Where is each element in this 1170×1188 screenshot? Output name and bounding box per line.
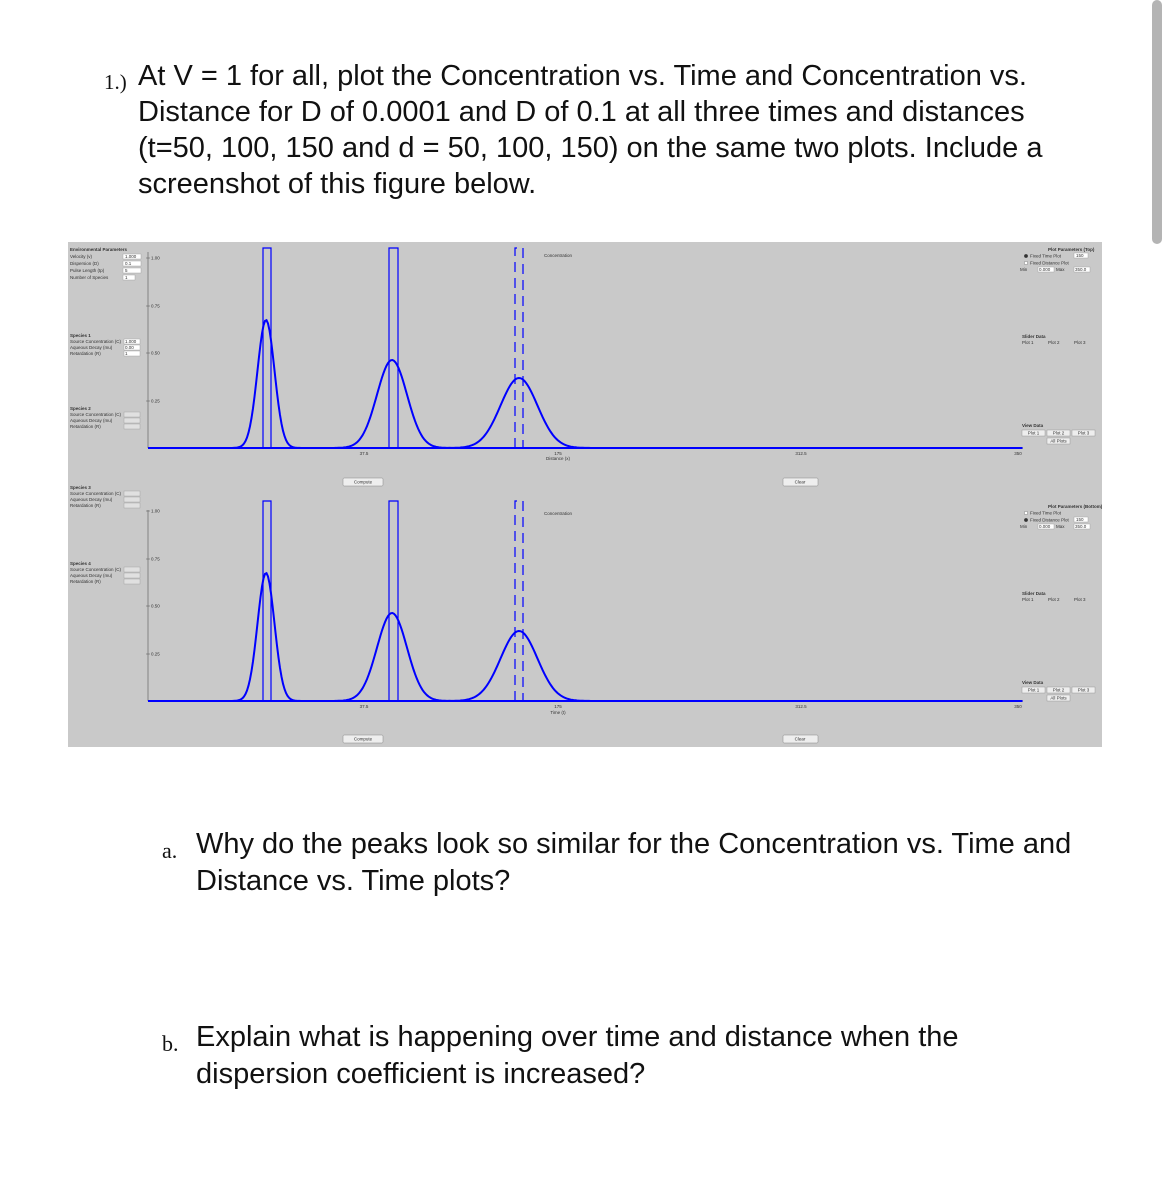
right-bottom-view-plot1-label: Plot 1	[1027, 687, 1040, 693]
right-top-fixed-time-radio[interactable]	[1024, 254, 1028, 258]
species-4-input[interactable]	[124, 567, 140, 572]
simulation-figure	[68, 242, 1102, 747]
sub-b-text: Explain what is happening over time and distance when the dispersion coefficient is increased?	[196, 1021, 959, 1090]
species-title-2: Species 2	[70, 406, 91, 411]
top-plot-title: Concentration	[543, 253, 573, 258]
right-bottom-slider-plot3[interactable]: Plot 3	[1074, 597, 1086, 602]
top-plot-ytick-label: 0.25	[151, 398, 160, 404]
top-plot-curve-1	[148, 320, 1023, 448]
page-scrollbar[interactable]	[1152, 0, 1162, 244]
species-3-label: Retardation (R)	[70, 503, 101, 508]
sub-question-a	[162, 826, 1096, 900]
top-plot-xtick-label: 312.5	[795, 451, 807, 456]
right-top-all-plots-label: All Plots	[1050, 438, 1067, 444]
species-1-label: Source Concentration (C)	[70, 339, 122, 344]
bottom-plot-pulse-2	[389, 501, 398, 701]
velocity-value: 1.000	[125, 254, 137, 259]
right-bottom-all-plots-label: All Plots	[1050, 695, 1067, 701]
bottom-plot-clear-label: Clear	[794, 736, 806, 742]
top-plot-pulse-2	[389, 248, 398, 448]
right-bottom-view-plot3-label: Plot 3	[1077, 687, 1090, 693]
top-plot-ytick-label: 0.50	[151, 350, 160, 356]
species-1-label: Retardation (R)	[70, 351, 101, 356]
right-top-min-label: Min	[1020, 267, 1028, 272]
top-plot	[146, 248, 1023, 486]
bottom-plot-pulse-3	[515, 501, 523, 701]
env-label-dispersion: Dispersion (D)	[70, 261, 99, 266]
right-bottom-fixed-value: 150	[1076, 517, 1084, 522]
species-4-label: Source Concentration (C)	[70, 567, 122, 572]
species-2-label: Source Concentration (C)	[70, 412, 122, 417]
species-2-label: Retardation (R)	[70, 424, 101, 429]
right-bottom-min-value: 0.000	[1039, 524, 1051, 529]
sub-a-text: Why do the peaks look so similar for the Concentration vs. Time and Distance vs. Time plots?	[196, 828, 1072, 897]
right-panel-bottom	[1020, 504, 1102, 701]
species-4-label: Retardation (R)	[70, 579, 101, 584]
env-title: Environmental Parameters	[70, 247, 128, 252]
top-plot-xtick-label: 37.5	[359, 451, 369, 456]
bottom-plot-xtick-label: 37.5	[359, 704, 369, 709]
dispersion-value: 0.1	[125, 261, 132, 266]
right-bottom-slider-plot2[interactable]: Plot 2	[1048, 597, 1060, 602]
question-text: At V = 1 for all, plot the Concentration vs. Time and Concentration vs. Distance for D of 0.0001 and D of 0.1 at all three times and distances (t=50, 100, 150 and d = 50, 100, 150) on the same two plots. Include a screenshot of this figure below.	[138, 60, 1043, 200]
env-rows	[70, 254, 141, 280]
species-2-label: Aqueous Decay (mu)	[70, 418, 113, 423]
species-3-input[interactable]	[124, 497, 140, 502]
right-top-slider-plot3[interactable]: Plot 3	[1074, 340, 1086, 345]
bottom-plot-ytick-label: 0.25	[151, 651, 160, 657]
right-bottom-max-label: Max	[1056, 524, 1065, 529]
species-4-input[interactable]	[124, 579, 140, 584]
bottom-plot-curve-1	[148, 573, 1023, 701]
right-bottom-fixed-distance-label: Fixed Distance Plot	[1030, 517, 1069, 523]
bottom-plot-xtick-label: 175	[554, 704, 562, 709]
species-count-value: 1	[125, 275, 128, 280]
right-top-fixed-time-label: Fixed Time Plot	[1030, 253, 1062, 259]
species-title-4: Species 4	[70, 561, 91, 566]
right-top-slider-title: Slider Data	[1022, 334, 1046, 339]
top-plot-pulse-3	[515, 248, 523, 448]
top-plot-xlabel: Distance (x)	[545, 456, 571, 461]
top-plot-compute-label: Compute	[353, 479, 373, 485]
bottom-plot-title: Concentration	[543, 511, 573, 516]
bottom-plot-ytick-label: 1.00	[151, 508, 160, 514]
species-3-label: Source Concentration (C)	[70, 491, 122, 496]
species-title-3: Species 3	[70, 485, 91, 490]
bottom-plot-ytick-label: 0.50	[151, 603, 160, 609]
right-top-view-plot1-label: Plot 1	[1027, 430, 1040, 436]
right-bottom-view-plot2-label: Plot 2	[1052, 687, 1065, 693]
right-bottom-fixed-time-label: Fixed Time Plot	[1030, 510, 1062, 516]
species-1-value: 1.000	[125, 339, 137, 344]
right-top-view-title: View Data	[1022, 423, 1044, 428]
bottom-plot-xlabel: Time (t)	[550, 710, 566, 715]
species-4-input[interactable]	[124, 573, 140, 578]
top-plot-ytick-label: 0.75	[151, 303, 160, 309]
right-bottom-slider-plot1[interactable]: Plot 1	[1022, 597, 1034, 602]
right-top-max-value: 350.0	[1075, 267, 1087, 272]
top-plot-clear-label: Clear	[794, 479, 806, 485]
right-top-fixed-distance-radio[interactable]	[1024, 261, 1028, 265]
bottom-plot-xtick-label: 312.5	[795, 704, 807, 709]
sub-a-label: a.	[162, 838, 178, 863]
env-label-species-count: Number of Species	[70, 275, 109, 280]
bottom-plot-xtick-label: 350	[1014, 704, 1022, 709]
top-plot-pulse-1	[263, 248, 271, 448]
right-top-view-plot3-label: Plot 3	[1077, 430, 1090, 436]
bottom-plot-compute-label: Compute	[353, 736, 373, 742]
right-bottom-max-value: 350.0	[1075, 524, 1087, 529]
env-label-velocity: Velocity (v)	[70, 254, 93, 259]
right-bottom-view-title: View Data	[1022, 680, 1044, 685]
top-plot-xtick-label: 175	[554, 451, 562, 456]
right-bottom-fixed-time-radio[interactable]	[1024, 511, 1028, 515]
right-bottom-slider-title: Slider Data	[1022, 591, 1046, 596]
species-1-value: 1	[125, 351, 128, 356]
species-2-input[interactable]	[124, 418, 140, 423]
right-top-fixed-value: 150	[1076, 253, 1084, 258]
species-panels	[70, 333, 140, 584]
species-1-value: 0.00	[125, 345, 134, 350]
question-number: 1.)	[104, 70, 127, 94]
species-4-label: Aqueous Decay (mu)	[70, 573, 113, 578]
pulse-value: 5	[125, 268, 128, 273]
sub-b-label: b.	[162, 1031, 179, 1056]
right-bottom-params-title: Plot Parameters (Bottom)	[1048, 504, 1102, 509]
species-2-input[interactable]	[124, 412, 140, 417]
right-top-view-plot2-label: Plot 2	[1052, 430, 1065, 436]
right-panel-top	[1020, 247, 1095, 444]
right-top-slider-plot1[interactable]: Plot 1	[1022, 340, 1034, 345]
env-label-pulse: Pulse Length (tp)	[70, 268, 105, 273]
top-plot-xtick-label: 350	[1014, 451, 1022, 456]
bottom-plot-ytick-label: 0.75	[151, 556, 160, 562]
right-top-max-label: Max	[1056, 267, 1065, 272]
species-3-input[interactable]	[124, 503, 140, 508]
bottom-plot	[146, 501, 1023, 743]
right-bottom-fixed-distance-radio[interactable]	[1024, 518, 1028, 522]
question-1	[104, 58, 1104, 202]
right-top-fixed-distance-label: Fixed Distance Plot	[1030, 260, 1069, 266]
species-3-label: Aqueous Decay (mu)	[70, 497, 113, 502]
right-top-params-title: Plot Parameters (Top)	[1048, 247, 1095, 252]
species-3-input[interactable]	[124, 491, 140, 496]
right-top-min-value: 0.000	[1039, 267, 1051, 272]
top-plot-ytick-label: 1.00	[151, 255, 160, 261]
bottom-plot-pulse-1	[263, 501, 271, 701]
simulation-screenshot	[68, 242, 1102, 747]
species-title-1: Species 1	[70, 333, 91, 338]
right-top-slider-plot2[interactable]: Plot 2	[1048, 340, 1060, 345]
sub-question-b	[162, 1019, 1076, 1093]
species-1-label: Aqueous Decay (mu)	[70, 345, 113, 350]
right-bottom-min-label: Min	[1020, 524, 1028, 529]
species-2-input[interactable]	[124, 424, 140, 429]
